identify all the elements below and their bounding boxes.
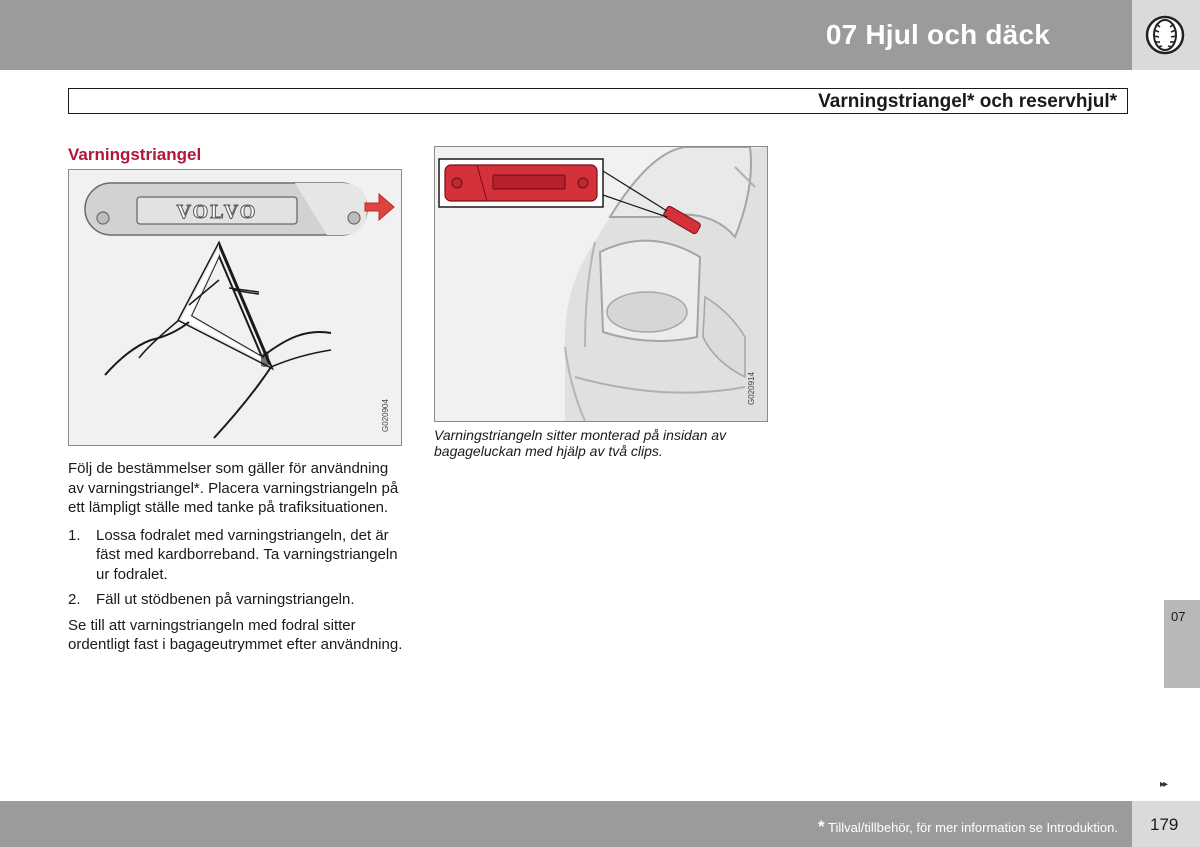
- arrow-icon: [365, 194, 394, 220]
- trunk-lid-illustration: [435, 147, 767, 421]
- figure-caption: Varningstriangeln sitter monterad på insidan av bagageluckan med hjälp av två clips.: [434, 427, 727, 459]
- figure-code: G020904: [381, 399, 390, 432]
- section-title: Varningstriangel* och reservhjul*: [818, 91, 1117, 112]
- footnote-text: Tillval/tillbehör, för mer information se Introduktion.: [828, 820, 1118, 835]
- header-bar: [0, 0, 1132, 70]
- step-number: 1.: [68, 526, 81, 544]
- intro-paragraph: Följ de bestämmelser som gäller för användning av varningstriangel*. Placera varningstriangeln på ett lämpligt ställe med tanke på trafiksituationen.: [68, 460, 399, 516]
- list-item: [68, 526, 404, 585]
- outro-paragraph: Se till att varningstriangeln med fodral sitter ordentligt fast i bagageutrymmet efter användning.: [68, 616, 403, 653]
- warning-triangle-figure: [68, 169, 402, 446]
- chapter-tab-label: 07: [1171, 609, 1186, 624]
- warning-triangle-illustration: [69, 170, 401, 445]
- step-text: Lossa fodralet med varningstriangeln, det är fäst med kardborreband. Ta varningstriangeln ur fodralet.: [96, 526, 398, 583]
- footer-bar: [0, 801, 1132, 847]
- tire-icon: [1144, 15, 1186, 55]
- figure-code: G020914: [747, 372, 756, 405]
- list-item: [68, 590, 404, 610]
- volvo-logo-text: VOLVO: [176, 201, 258, 223]
- header-icon-box: [1132, 0, 1200, 70]
- footnote: [818, 817, 1118, 837]
- step-text: Fäll ut stödbenen på varningstriangeln.: [96, 591, 355, 608]
- page-number: 179: [1150, 815, 1179, 834]
- section-header: [68, 88, 1128, 114]
- trunk-figure: [434, 146, 768, 422]
- footnote-star: *: [818, 817, 825, 836]
- subheading: Varningstriangel: [68, 145, 202, 164]
- steps-list: [68, 526, 404, 610]
- step-number: 2.: [68, 591, 81, 608]
- next-page-icon[interactable]: ▸▸: [1160, 779, 1167, 790]
- body-text: [68, 459, 404, 663]
- chapter-title: 07 Hjul och däck: [825, 19, 1050, 50]
- chapter-tab[interactable]: [1164, 600, 1200, 688]
- page-number-box: [1132, 801, 1200, 847]
